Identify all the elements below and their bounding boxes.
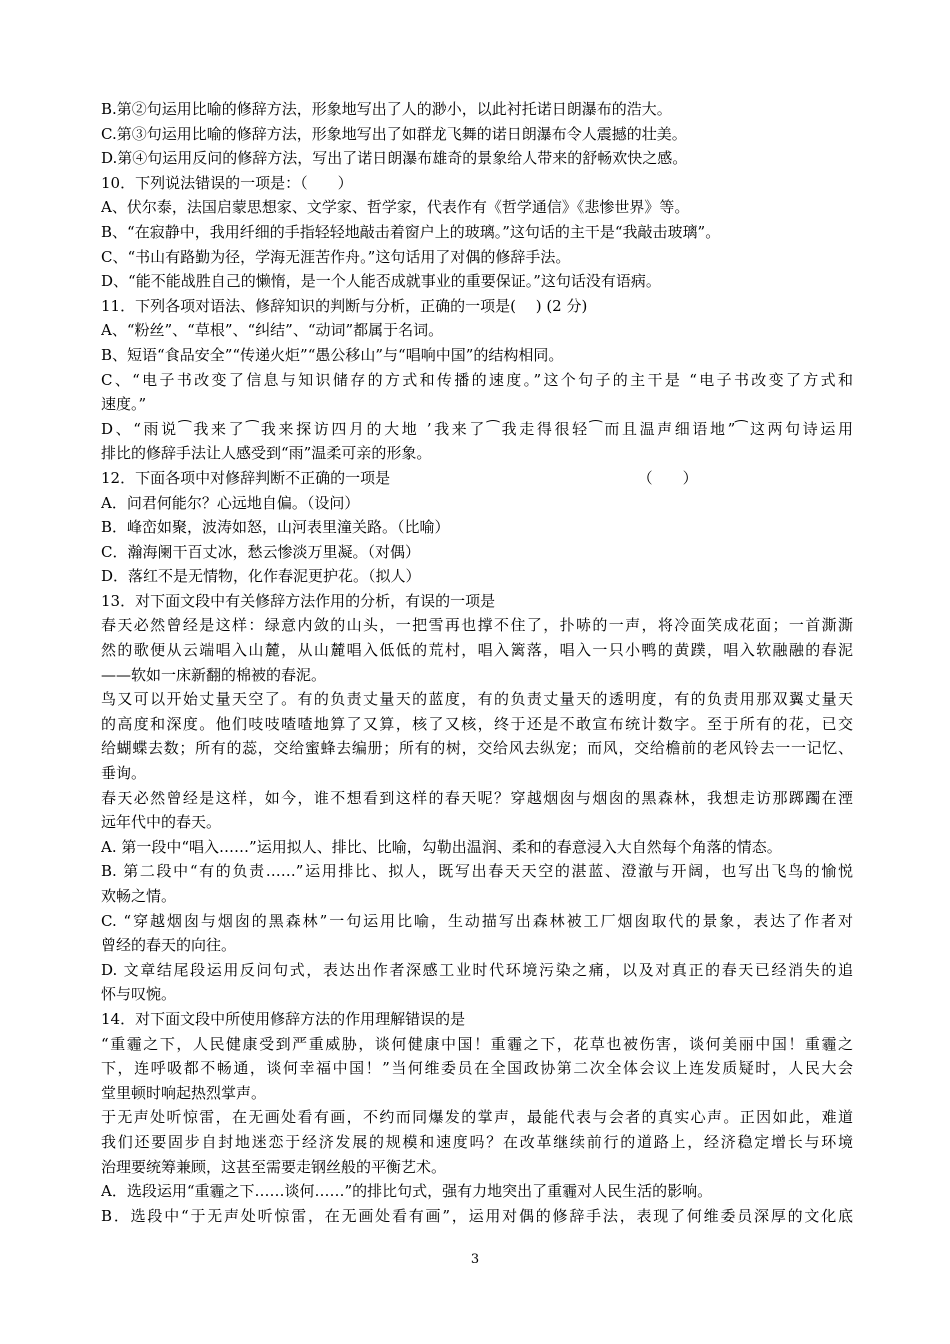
- text-line: 11．下列各项对语法、修辞知识的判断与分析，正确的一项是( ) (2 分): [101, 296, 588, 315]
- text-line: 曾经的春天的向往。: [101, 936, 237, 955]
- text-line: B、“在寂静中，我用纤细的手指轻轻地敲击着窗户上的玻璃。”这句话的主干是“我敲击玻璃”。: [101, 222, 721, 241]
- text-line: A．选段运用“重霾之下……谈何……”的排比句式，强有力地突出了重霾对人民生活的影响。: [101, 1182, 713, 1201]
- text-line: 怀与叹惋。: [101, 985, 177, 1004]
- text-line: 给蝴蝶去数；所有的蕊，交给蜜蜂去编册；所有的树，交给风去纵宠；而风，交给檐前的老风铃去一一记忆、: [101, 739, 853, 758]
- text-line: 春天必然曾经是这样：绿意内敛的山头，一把雪再也撑不住了，扑哧的一声，将冷面笑成花面；一首澌澌: [101, 616, 853, 635]
- text-line: B. 第二段中“有的负责……”运用排比、拟人，既写出春天天空的湛蓝、澄澈与开阔，也写出飞鸟的愉悦: [101, 862, 853, 881]
- text-line: ——软如一床新翻的棉被的春泥。: [101, 665, 327, 684]
- text-line: 排比的修辞手法让人感受到“雨”温柔可亲的形象。: [101, 444, 432, 463]
- text-line: C. “穿越烟囱与烟囱的黑森林”一句运用比喻，生动描写出森林被工厂烟囱取代的景象，表达了作者对: [101, 911, 853, 930]
- text-line: D、“雨说⁀我来了⁀我来探访四月的大地 ’我来了⁀我走得很轻⁀而且温声细语地”⁀这两句诗运用: [101, 419, 853, 438]
- text-line: 欢畅之情。: [101, 887, 177, 905]
- text-line: C.第③句运用比喻的修辞方法，形象地写出了如群龙飞舞的诺日朗瀑布令人震撼的壮美。: [101, 124, 687, 143]
- text-line: 春天必然曾经是这样，如今，谁不想看到这样的春天呢？穿越烟囱与烟囱的黑森林，我想走访那踯躅在湮: [101, 788, 853, 807]
- text-line: 鸟又可以开始丈量天空了。有的负责丈量天的蓝度，有的负责丈量天的透明度，有的负责用那双翼丈量天: [101, 690, 853, 709]
- text-line: A．问君何能尔？心远地自偏。（设问）: [101, 493, 360, 512]
- text-line: B.第②句运用比喻的修辞方法，形象地写出了人的渺小，以此衬托诺日朗瀑布的浩大。: [101, 100, 672, 118]
- text-line: A、“粉丝”、“草根”、“纠结”、“动词”都属于名词。: [101, 321, 444, 340]
- text-line: 治理要统筹兼顾，这甚至需要走钢丝般的平衡艺术。: [101, 1157, 447, 1176]
- text-line: A. 第一段中“唱入……”运用拟人、排比、比喻，勾勒出温润、柔和的春意浸入大自然每个角落的情态。: [101, 837, 782, 856]
- text-line: 速度。”: [101, 395, 147, 414]
- page-number: 3: [470, 1252, 480, 1267]
- text-line: 垂询。: [101, 764, 147, 783]
- text-line: 13．对下面文段中有关修辞方法作用的分析，有误的一项是: [101, 591, 496, 610]
- text-line: 远年代中的春天。: [101, 813, 222, 832]
- text-line: D、“能不能战胜自己的懒惰，是一个人能否成就事业的重要保证。”这句话没有语病。: [101, 272, 661, 291]
- text-line: 14．对下面文段中所使用修辞方法的作用理解错误的是: [101, 1009, 466, 1028]
- text-line: B．选段中“于无声处听惊雷，在无画处看有画”，运用对偶的修辞手法，表现了何维委员深厚的文化底: [101, 1206, 853, 1225]
- text-line: 于无声处听惊雷，在无画处看有画，不约而同爆发的掌声，最能代表与会者的真实心声。正因如此，难道: [101, 1108, 853, 1127]
- text-line: D.第④句运用反问的修辞方法，写出了诺日朗瀑布雄奇的景象给人带来的舒畅欢快之感。: [101, 149, 688, 168]
- text-line: 然的歌便从云端唱入山麓，从山麓唱入低低的荒村，唱入篱落，唱入一只小鸭的黄蹼，唱入软融融的春泥: [101, 641, 853, 660]
- text-line: B、短语“食品安全”“传递火炬”“愚公移山”与“唱响中国”的结构相同。: [101, 345, 564, 364]
- text-line: A、伏尔泰，法国启蒙思想家、文学家、哲学家，代表作有《哲学通信》《悲惨世界》等。: [101, 198, 690, 217]
- text-line: C、“书山有路勤为径，学海无涯苦作舟。”这句话用了对偶的修辞手法。: [101, 247, 571, 266]
- document-page: [101, 97, 853, 1228]
- text-line: D．落红不是无情物，化作春泥更护花。（拟人）: [101, 567, 421, 586]
- text-line: C．瀚海阑干百丈冰，愁云惨淡万里凝。（对偶）: [101, 542, 420, 561]
- text-line: 12．下面各项中对修辞判断不正确的一项是 （ ）: [101, 468, 698, 487]
- text-line: C、“电子书改变了信息与知识储存的方式和传播的速度。”这个句子的主干是 “电子书改变了方式和: [101, 370, 853, 389]
- text-line: 我们还要固步自封地迷恋于经济发展的规模和速度吗？在改革继续前行的道路上，经济稳定增长与环境: [101, 1132, 853, 1151]
- text-line: 下，连呼吸都不畅通，谈何幸福中国！”当何维委员在全国政协第二次全体会议上连发质疑时，人民大会: [101, 1059, 853, 1078]
- text-line: B．峰峦如聚，波涛如怒，山河表里潼关路。（比喻）: [101, 518, 450, 537]
- text-line: 堂里顿时响起热烈掌声。: [101, 1083, 267, 1102]
- text-line: “重霾之下，人民健康受到严重威胁，谈何健康中国！重霾之下，花草也被伤害，谈何美丽中国！重霾之: [101, 1034, 853, 1053]
- text-line: D. 文章结尾段运用反问句式，表达出作者深感工业时代环境污染之痛，以及对真正的春天已经消失的追: [101, 960, 853, 979]
- text-line: 的高度和深度。他们吱吱喳喳地算了又算，核了又核，终于还是不敢宣布统计数字。至于所有的花，已交: [101, 714, 853, 733]
- text-line: 10．下列说法错误的一项是：（ ）: [101, 173, 353, 192]
